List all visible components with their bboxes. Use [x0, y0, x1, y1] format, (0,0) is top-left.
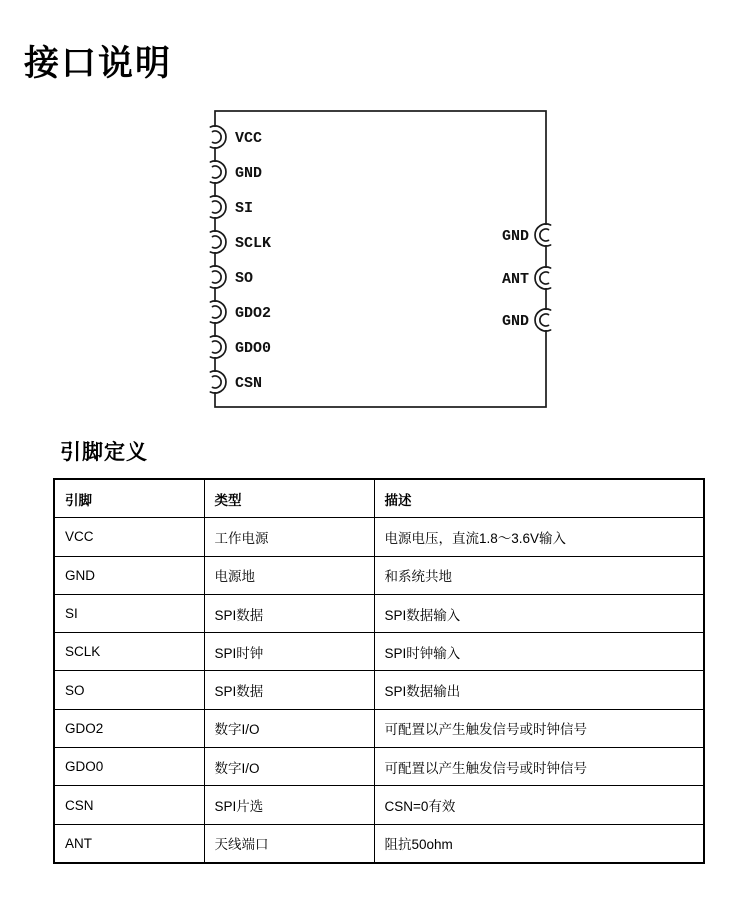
- table-row: [54, 671, 704, 709]
- pin-desc-cell: CSN=0有效: [374, 786, 704, 824]
- pin-notch-gap: [211, 197, 220, 217]
- pin-notch-gap: [542, 268, 551, 288]
- pin-notch-gap: [211, 127, 220, 147]
- pin-notch-gap: [211, 267, 220, 287]
- pin-notch-gap: [211, 372, 220, 392]
- pin-desc-cell: SPI数据输入: [374, 594, 704, 632]
- table-row: [54, 709, 704, 747]
- pin-notch-gap: [211, 302, 220, 322]
- pin-label: GND: [235, 165, 263, 182]
- pin-desc-cell: 和系统共地: [374, 556, 704, 594]
- pin-notch-gap: [542, 225, 551, 245]
- pin-desc-cell: SPI时钟输入: [374, 633, 704, 671]
- pin-desc-cell: 可配置以产生触发信号或时钟信号: [374, 748, 704, 786]
- pin-name-cell: SCLK: [54, 633, 204, 671]
- pin-label: GDO0: [235, 340, 272, 357]
- pin-name-cell: GDO0: [54, 748, 204, 786]
- table-row: [54, 786, 704, 824]
- table-row: [54, 824, 704, 863]
- pin-table-heading: 引脚定义: [60, 441, 148, 464]
- pin-name-cell: SI: [54, 594, 204, 632]
- pin-notch-gap: [542, 310, 551, 330]
- pin-type-cell: SPI数据: [204, 671, 374, 709]
- pin-name-cell: GND: [54, 556, 204, 594]
- pin-label: SCLK: [235, 235, 272, 252]
- pin-definition-table: [53, 478, 705, 864]
- pin-label: VCC: [235, 130, 263, 147]
- column-header: 类型: [204, 479, 374, 518]
- pin-type-cell: 数字I/O: [204, 709, 374, 747]
- table-row: [54, 518, 704, 556]
- column-header: 引脚: [54, 479, 204, 518]
- pin-desc-cell: 阻抗50ohm: [374, 824, 704, 863]
- pin-label: GND: [501, 313, 529, 330]
- pin-label: GND: [501, 228, 529, 245]
- pin-name-cell: GDO2: [54, 709, 204, 747]
- pin-type-cell: 数字I/O: [204, 748, 374, 786]
- pin-notch-gap: [211, 162, 220, 182]
- table-row: [54, 633, 704, 671]
- pin-notch-gap: [211, 232, 220, 252]
- pin-type-cell: 工作电源: [204, 518, 374, 556]
- pin-name-cell: SO: [54, 671, 204, 709]
- pin-type-cell: SPI数据: [204, 594, 374, 632]
- module-pinout-diagram: [195, 95, 565, 420]
- pin-desc-cell: SPI数据输出: [374, 671, 704, 709]
- module-outline: [215, 111, 546, 407]
- pin-type-cell: 天线端口: [204, 824, 374, 863]
- table-row: [54, 594, 704, 632]
- column-header: 描述: [374, 479, 704, 518]
- pin-table-header: [54, 479, 704, 518]
- pin-desc-cell: 电源电压，直流1.8～3.6V输入: [374, 518, 704, 556]
- pin-desc-cell: 可配置以产生触发信号或时钟信号: [374, 709, 704, 747]
- pin-name-cell: ANT: [54, 824, 204, 863]
- pin-label: SO: [235, 270, 254, 287]
- pin-label: ANT: [501, 271, 529, 288]
- table-row: [54, 556, 704, 594]
- table-row: [54, 748, 704, 786]
- pin-label: SI: [235, 200, 254, 217]
- pin-type-cell: 电源地: [204, 556, 374, 594]
- pin-type-cell: SPI时钟: [204, 633, 374, 671]
- page-title: 接口说明: [24, 44, 173, 83]
- pin-name-cell: VCC: [54, 518, 204, 556]
- pin-type-cell: SPI片选: [204, 786, 374, 824]
- pinout-svg: [195, 95, 565, 420]
- pin-label: CSN: [235, 375, 263, 392]
- pin-notch-gap: [211, 337, 220, 357]
- pin-name-cell: CSN: [54, 786, 204, 824]
- pin-label: GDO2: [235, 305, 272, 322]
